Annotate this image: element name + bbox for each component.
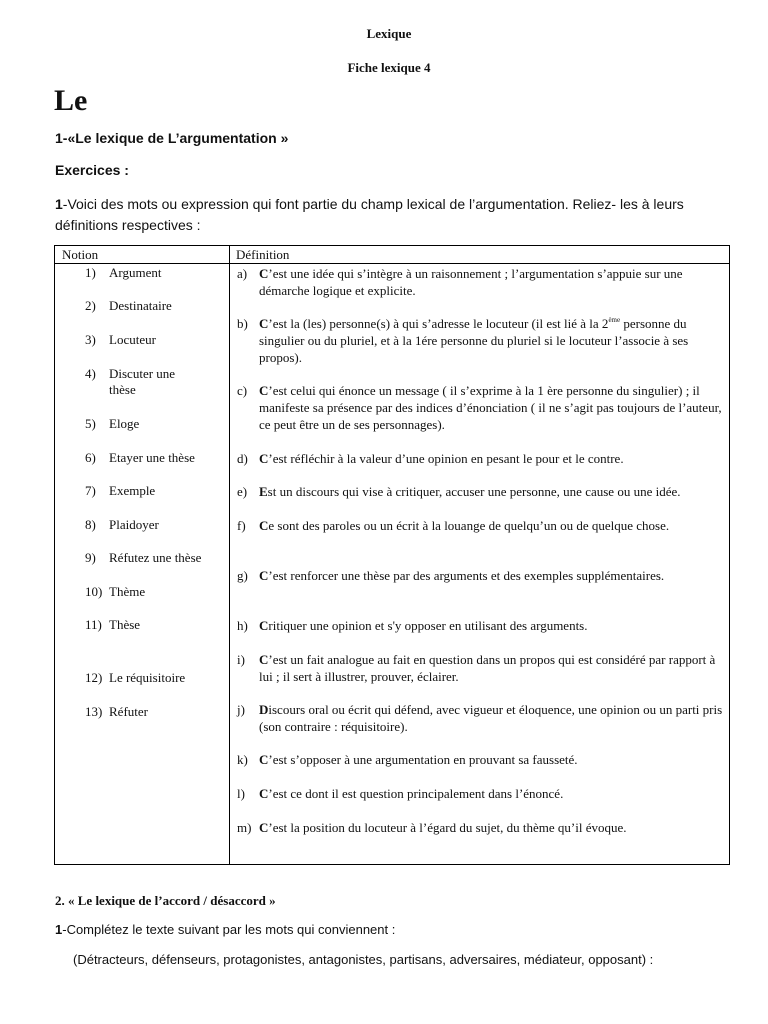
notion-item: 9) Réfutez une thèse [85, 550, 202, 565]
document-subtitle: Fiche lexique 4 [347, 60, 431, 75]
definition-item: a) C’est une idée qui s’intègre à un raisonnement ; l’argumentation s’appuie sur une démarche logique et explicite. [237, 266, 683, 298]
definition-item: c) C’est celui qui énonce un message ( il s’exprime à la 1 ère personne du singulier) ; il manifeste sa présence par des indices d’énonciation ( il ne s’agit pas toujours de l’auteur, ce peut être un de ses personnages). [237, 383, 722, 432]
instruction-number: 1 [55, 922, 63, 937]
definition-item: l) C’est ce dont il est question principalement dans l’énoncé. [237, 786, 564, 801]
instruction-1 [55, 194, 720, 236]
definition-item: k) C’est s’opposer à une argumentation en prouvant sa fausseté. [237, 752, 578, 767]
definition-item: h) Critiquer une opinion et s'y opposer en utilisant des arguments. [237, 618, 588, 633]
matching-table [54, 245, 730, 865]
notion-item: 3) Locuteur [85, 332, 156, 347]
definition-item: e) Est un discours qui vise à critiquer, accuser une personne, une cause ou une idée. [237, 484, 681, 499]
notion-item: 11) Thèse [85, 617, 141, 632]
notion-item: 5) Eloge [85, 416, 140, 431]
word-list: (Détracteurs, défenseurs, protagonistes, antagonistes, partisans, adversaires, médiateur, opposant) : [73, 952, 654, 967]
definition-item: i) C’est un fait analogue au fait en question dans un propos qui est considéré par rapport à lui ; il sert à illustrer, prouver, éclairer. [237, 652, 716, 684]
notion-item: 4) Discuter une thèse [85, 366, 176, 397]
notion-item: 13) Réfuter [85, 704, 148, 719]
section2-title: 2. « Le lexique de l’accord / désaccord » [55, 893, 276, 908]
definition-item: f) Ce sont des paroles ou un écrit à la louange de quelqu’un ou de quelque chose. [237, 518, 670, 533]
notion-item: 6) Etayer une thèse [85, 450, 195, 465]
notion-item: 2) Destinataire [85, 298, 172, 313]
notion-item: 12) Le réquisitoire [85, 670, 186, 685]
notion-item: 7) Exemple [85, 483, 156, 498]
document-title: Lexique [366, 26, 412, 41]
notion-item: 1) Argument [85, 265, 162, 280]
instruction-text: -Voici des mots ou expression qui font partie du champ lexical de l’argumentation. Reliez- les à leurs définitions respectives : [55, 196, 684, 233]
instruction-2 [55, 922, 395, 937]
notion-item: 10) Thème [85, 584, 146, 599]
definition-item: b) C’est la (les) personne(s) à qui s’adresse le locuteur (il est lié à la 2ème personne du singulier ou du pluriel, et à la 1ére personne du pluriel si le locuteur l’associe à ses propos). [237, 316, 689, 365]
instruction-text: -Complétez le texte suivant par les mots qui conviennent : [62, 922, 396, 937]
definition-item: d) C’est réfléchir à la valeur d’une opinion en pesant le pour et le contre. [237, 451, 624, 466]
instruction-number: 1 [55, 196, 63, 212]
big-heading: Le [54, 84, 88, 117]
definition-item: m) C’est la position du locuteur à l’égard du sujet, du thème qu’il évoque. [237, 820, 627, 835]
notion-item: 8) Plaidoyer [85, 517, 159, 532]
header-definition: Définition [236, 247, 290, 262]
header-notion: Notion [62, 247, 99, 262]
exercises-label: Exercices : [55, 162, 129, 178]
section1-title: 1-«Le lexique de L’argumentation » [55, 130, 289, 146]
definition-item: g) C’est renforcer une thèse par des arguments et des exemples supplémentaires. [237, 568, 665, 583]
definition-item: j) Discours oral ou écrit qui défend, avec vigueur et éloquence, une opinion ou un parti pris (son contraire : réquisitoire). [237, 702, 723, 734]
